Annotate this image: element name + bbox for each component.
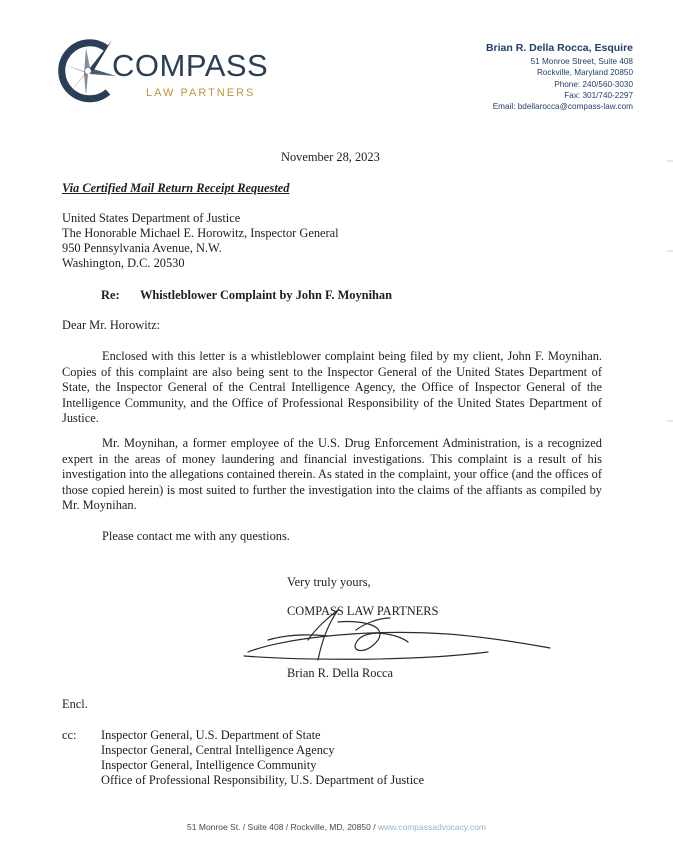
body-paragraph — [62, 436, 602, 514]
body-paragraph — [62, 349, 602, 427]
firm-name: COMPASS LAW PARTNERS — [287, 604, 439, 618]
re-subject: Whistleblower Complaint by John F. Moynihan — [140, 288, 392, 302]
body-paragraph — [62, 529, 602, 545]
logo-wordmark: COMPASS — [112, 48, 269, 83]
delivery-method: Via Certified Mail Return Receipt Requested — [62, 181, 290, 195]
scan-edge-mark — [667, 420, 673, 422]
email-address: Email: bdellarocca@compass-law.com — [492, 102, 633, 112]
footer-address: 51 Monroe St. / Suite 408 / Rockville, MD, 20850 / — [187, 822, 378, 832]
paragraph-text: Please contact me with any questions. — [102, 529, 290, 543]
cc-recipient: Inspector General, Intelligence Community — [101, 758, 317, 772]
paragraph-text: Enclosed with this letter is a whistleblower complaint being filed by my client, John F. Moynihan. Copies of this complaint are also being sent to the Inspector General of the United States Department of State, the Inspector General of the Central Intelligence Agency, the Office of Inspector General of the Intelligence Community, and the Office of Professional Responsibility of the United States Department of Justice. — [62, 349, 602, 426]
logo-subtitle: LAW PARTNERS — [146, 87, 256, 99]
fax-number: Fax: 301/740-2297 — [564, 90, 633, 100]
cc-label: cc: — [62, 728, 77, 742]
scan-edge-mark — [667, 160, 673, 162]
cc-recipient: Inspector General, U.S. Department of State — [101, 728, 321, 742]
cc-recipient: Office of Professional Responsibility, U.S. Department of Justice — [101, 773, 425, 787]
footer-website: www.compassadvocacy.com — [377, 822, 486, 832]
letterhead-contact — [486, 41, 633, 112]
recipient-line: 950 Pennsylvania Avenue, N.W. — [62, 241, 222, 255]
closing: Very truly yours, — [287, 575, 371, 589]
recipient-line: United States Department of Justice — [62, 211, 241, 225]
scan-edge-mark — [667, 250, 673, 252]
attorney-name: Brian R. Della Rocca, Esquire — [485, 42, 633, 54]
recipient-line: The Honorable Michael E. Horowitz, Inspector General — [62, 226, 339, 240]
salutation: Dear Mr. Horowitz: — [62, 318, 161, 332]
cc-recipient: Inspector General, Central Intelligence Agency — [101, 743, 335, 757]
handwritten-signature — [238, 600, 556, 668]
signer-name: Brian R. Della Rocca — [287, 666, 393, 680]
phone-number: Phone: 240/560-3030 — [554, 79, 633, 89]
paragraph-text: Mr. Moynihan, a former employee of the U.S. Drug Enforcement Administration, is a recognized expert in the areas of money laundering and financial investigations. This complaint is a result of his investigation into the allegations contained therein. As stated in the complaint, your office (and the offices of those copied herein) is most suited to further the investigation into the claims of the affiants as compiled by Mr. Moynihan. — [62, 436, 602, 513]
re-label: Re: — [101, 288, 120, 302]
page-footer — [0, 822, 673, 832]
street-address: 51 Monroe Street, Suite 408 — [530, 57, 633, 66]
letter-date: November 28, 2023 — [281, 150, 380, 164]
recipient-line: Washington, D.C. 20530 — [62, 256, 185, 270]
enclosure-note: Encl. — [62, 697, 88, 711]
city-address: Rockville, Maryland 20850 — [536, 68, 633, 78]
